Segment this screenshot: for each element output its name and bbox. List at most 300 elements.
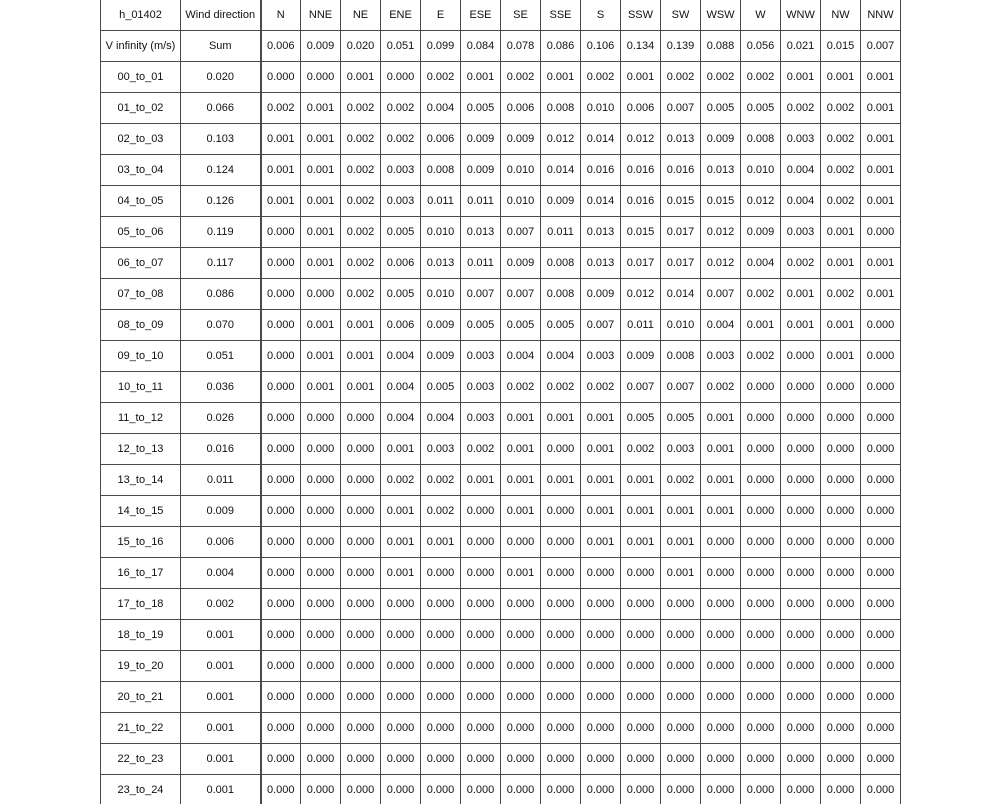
frequency-cell: 0.006: [421, 124, 461, 155]
direction-sum-cell: 0.056: [741, 31, 781, 62]
frequency-cell: 0.000: [261, 310, 301, 341]
frequency-cell: 0.002: [381, 124, 421, 155]
table-row: [101, 93, 901, 124]
frequency-cell: 0.015: [701, 186, 741, 217]
frequency-cell: 0.002: [341, 155, 381, 186]
direction-sum-cell: 0.009: [301, 31, 341, 62]
table-id-cell: h_01402: [101, 0, 181, 31]
row-sum-cell: 0.119: [181, 217, 261, 248]
frequency-cell: 0.000: [261, 341, 301, 372]
frequency-cell: 0.000: [861, 775, 901, 804]
frequency-cell: 0.000: [701, 527, 741, 558]
frequency-cell: 0.000: [301, 434, 341, 465]
frequency-cell: 0.000: [381, 589, 421, 620]
frequency-cell: 0.000: [541, 527, 581, 558]
frequency-cell: 0.000: [261, 558, 301, 589]
frequency-cell: 0.005: [421, 372, 461, 403]
frequency-cell: 0.002: [381, 93, 421, 124]
frequency-cell: 0.006: [501, 93, 541, 124]
frequency-cell: 0.000: [661, 589, 701, 620]
frequency-cell: 0.017: [661, 217, 701, 248]
speed-bin-label: 18_to_19: [101, 620, 181, 651]
frequency-cell: 0.001: [661, 496, 701, 527]
frequency-cell: 0.010: [501, 186, 541, 217]
frequency-cell: 0.008: [541, 279, 581, 310]
frequency-cell: 0.000: [701, 744, 741, 775]
frequency-cell: 0.008: [541, 93, 581, 124]
speed-bin-label: 08_to_09: [101, 310, 181, 341]
frequency-cell: 0.012: [741, 186, 781, 217]
frequency-cell: 0.001: [581, 527, 621, 558]
frequency-cell: 0.000: [741, 403, 781, 434]
frequency-cell: 0.001: [701, 465, 741, 496]
frequency-cell: 0.000: [661, 744, 701, 775]
wind-frequency-table: [100, 0, 901, 804]
frequency-cell: 0.000: [621, 620, 661, 651]
frequency-cell: 0.000: [781, 372, 821, 403]
frequency-cell: 0.000: [461, 589, 501, 620]
frequency-cell: 0.001: [501, 558, 541, 589]
frequency-cell: 0.001: [261, 124, 301, 155]
frequency-cell: 0.000: [621, 744, 661, 775]
frequency-cell: 0.009: [621, 341, 661, 372]
frequency-cell: 0.017: [661, 248, 701, 279]
frequency-cell: 0.014: [541, 155, 581, 186]
direction-sum-cell: 0.006: [261, 31, 301, 62]
frequency-cell: 0.013: [701, 155, 741, 186]
speed-bin-label: 06_to_07: [101, 248, 181, 279]
frequency-cell: 0.002: [621, 434, 661, 465]
frequency-cell: 0.000: [461, 713, 501, 744]
frequency-cell: 0.000: [741, 465, 781, 496]
frequency-cell: 0.000: [501, 527, 541, 558]
frequency-cell: 0.000: [581, 620, 621, 651]
frequency-cell: 0.000: [301, 403, 341, 434]
table-row: [101, 434, 901, 465]
frequency-cell: 0.000: [501, 744, 541, 775]
direction-header-w: W: [741, 0, 781, 31]
frequency-cell: 0.000: [741, 589, 781, 620]
frequency-cell: 0.008: [421, 155, 461, 186]
table-row: [101, 713, 901, 744]
frequency-cell: 0.000: [781, 341, 821, 372]
frequency-cell: 0.002: [821, 186, 861, 217]
frequency-cell: 0.007: [501, 217, 541, 248]
frequency-cell: 0.001: [501, 465, 541, 496]
frequency-cell: 0.000: [261, 248, 301, 279]
frequency-cell: 0.000: [741, 434, 781, 465]
speed-bin-label: 20_to_21: [101, 682, 181, 713]
frequency-cell: 0.000: [301, 589, 341, 620]
row-sum-cell: 0.051: [181, 341, 261, 372]
frequency-cell: 0.000: [621, 775, 661, 804]
frequency-cell: 0.003: [701, 341, 741, 372]
frequency-cell: 0.001: [341, 310, 381, 341]
frequency-cell: 0.000: [701, 651, 741, 682]
row-sum-cell: 0.001: [181, 651, 261, 682]
frequency-cell: 0.016: [621, 186, 661, 217]
frequency-cell: 0.000: [541, 682, 581, 713]
header-row: [101, 0, 901, 31]
frequency-cell: 0.000: [661, 651, 701, 682]
table-row: [101, 589, 901, 620]
speed-bin-label: 13_to_14: [101, 465, 181, 496]
frequency-cell: 0.011: [541, 217, 581, 248]
frequency-cell: 0.004: [381, 372, 421, 403]
row-sum-cell: 0.026: [181, 403, 261, 434]
frequency-cell: 0.001: [741, 310, 781, 341]
frequency-cell: 0.009: [741, 217, 781, 248]
frequency-cell: 0.000: [621, 589, 661, 620]
table-row: [101, 527, 901, 558]
frequency-cell: 0.001: [541, 465, 581, 496]
frequency-cell: 0.000: [741, 372, 781, 403]
frequency-cell: 0.005: [541, 310, 581, 341]
direction-sum-cell: 0.020: [341, 31, 381, 62]
frequency-cell: 0.002: [821, 124, 861, 155]
frequency-cell: 0.000: [581, 744, 621, 775]
frequency-cell: 0.003: [781, 124, 821, 155]
row-sum-cell: 0.117: [181, 248, 261, 279]
frequency-cell: 0.000: [861, 465, 901, 496]
frequency-cell: 0.002: [741, 62, 781, 93]
speed-bin-label: 10_to_11: [101, 372, 181, 403]
row-sum-cell: 0.020: [181, 62, 261, 93]
frequency-cell: 0.009: [581, 279, 621, 310]
frequency-cell: 0.005: [461, 310, 501, 341]
frequency-cell: 0.009: [501, 248, 541, 279]
frequency-cell: 0.000: [261, 217, 301, 248]
frequency-cell: 0.004: [741, 248, 781, 279]
frequency-cell: 0.001: [461, 465, 501, 496]
frequency-cell: 0.009: [421, 341, 461, 372]
frequency-cell: 0.005: [461, 93, 501, 124]
frequency-cell: 0.002: [741, 341, 781, 372]
frequency-cell: 0.011: [461, 186, 501, 217]
frequency-cell: 0.002: [501, 372, 541, 403]
table-row: [101, 651, 901, 682]
frequency-cell: 0.000: [261, 651, 301, 682]
frequency-cell: 0.001: [301, 124, 341, 155]
frequency-cell: 0.000: [261, 775, 301, 804]
frequency-cell: 0.001: [341, 62, 381, 93]
frequency-cell: 0.001: [781, 310, 821, 341]
speed-bin-label: 17_to_18: [101, 589, 181, 620]
frequency-cell: 0.004: [701, 310, 741, 341]
frequency-cell: 0.002: [741, 279, 781, 310]
frequency-cell: 0.005: [381, 279, 421, 310]
direction-sum-cell: 0.134: [621, 31, 661, 62]
frequency-cell: 0.000: [341, 682, 381, 713]
table-row: [101, 682, 901, 713]
row-sum-cell: 0.036: [181, 372, 261, 403]
row-sum-cell: 0.001: [181, 682, 261, 713]
frequency-cell: 0.011: [421, 186, 461, 217]
frequency-cell: 0.008: [541, 248, 581, 279]
frequency-cell: 0.000: [781, 744, 821, 775]
frequency-cell: 0.000: [341, 713, 381, 744]
direction-header-nw: NW: [821, 0, 861, 31]
frequency-cell: 0.001: [261, 155, 301, 186]
frequency-cell: 0.000: [421, 744, 461, 775]
frequency-cell: 0.000: [741, 620, 781, 651]
frequency-cell: 0.000: [741, 527, 781, 558]
table-row: [101, 310, 901, 341]
frequency-cell: 0.001: [701, 434, 741, 465]
frequency-cell: 0.000: [541, 434, 581, 465]
frequency-cell: 0.000: [821, 775, 861, 804]
table-row: [101, 496, 901, 527]
frequency-cell: 0.000: [541, 589, 581, 620]
frequency-cell: 0.002: [341, 93, 381, 124]
frequency-cell: 0.000: [781, 682, 821, 713]
frequency-cell: 0.013: [421, 248, 461, 279]
direction-header-sw: SW: [661, 0, 701, 31]
row-sum-cell: 0.016: [181, 434, 261, 465]
frequency-cell: 0.001: [821, 62, 861, 93]
direction-sum-cell: 0.078: [501, 31, 541, 62]
frequency-cell: 0.001: [861, 93, 901, 124]
frequency-cell: 0.000: [301, 62, 341, 93]
frequency-cell: 0.001: [381, 496, 421, 527]
frequency-cell: 0.000: [541, 651, 581, 682]
speed-bin-label: 05_to_06: [101, 217, 181, 248]
frequency-cell: 0.000: [261, 434, 301, 465]
frequency-cell: 0.000: [461, 496, 501, 527]
frequency-cell: 0.000: [581, 682, 621, 713]
frequency-cell: 0.004: [501, 341, 541, 372]
frequency-cell: 0.001: [301, 217, 341, 248]
frequency-cell: 0.000: [701, 589, 741, 620]
frequency-cell: 0.000: [341, 651, 381, 682]
frequency-cell: 0.007: [661, 93, 701, 124]
frequency-cell: 0.001: [381, 558, 421, 589]
frequency-cell: 0.000: [861, 620, 901, 651]
frequency-cell: 0.000: [581, 558, 621, 589]
frequency-cell: 0.001: [341, 341, 381, 372]
frequency-cell: 0.008: [661, 341, 701, 372]
speed-bin-label: 19_to_20: [101, 651, 181, 682]
frequency-cell: 0.000: [781, 620, 821, 651]
frequency-cell: 0.010: [741, 155, 781, 186]
frequency-cell: 0.002: [341, 217, 381, 248]
frequency-cell: 0.000: [781, 434, 821, 465]
frequency-cell: 0.000: [341, 527, 381, 558]
frequency-cell: 0.003: [381, 186, 421, 217]
frequency-cell: 0.001: [301, 310, 341, 341]
speed-bin-label: 21_to_22: [101, 713, 181, 744]
frequency-cell: 0.010: [421, 217, 461, 248]
frequency-cell: 0.000: [821, 434, 861, 465]
frequency-cell: 0.013: [581, 248, 621, 279]
table-row: [101, 217, 901, 248]
frequency-cell: 0.000: [661, 620, 701, 651]
frequency-cell: 0.000: [261, 279, 301, 310]
frequency-cell: 0.000: [261, 372, 301, 403]
frequency-cell: 0.000: [301, 744, 341, 775]
frequency-cell: 0.000: [541, 620, 581, 651]
frequency-cell: 0.009: [701, 124, 741, 155]
direction-header-ne: NE: [341, 0, 381, 31]
frequency-cell: 0.013: [661, 124, 701, 155]
frequency-cell: 0.001: [381, 527, 421, 558]
frequency-cell: 0.013: [461, 217, 501, 248]
frequency-cell: 0.005: [621, 403, 661, 434]
frequency-cell: 0.000: [861, 682, 901, 713]
row-sum-cell: 0.070: [181, 310, 261, 341]
frequency-cell: 0.000: [501, 589, 541, 620]
frequency-cell: 0.000: [701, 713, 741, 744]
frequency-cell: 0.002: [821, 279, 861, 310]
speed-bin-label: 00_to_01: [101, 62, 181, 93]
table-row: [101, 341, 901, 372]
frequency-cell: 0.005: [661, 403, 701, 434]
frequency-cell: 0.001: [501, 403, 541, 434]
frequency-cell: 0.000: [861, 434, 901, 465]
frequency-cell: 0.000: [301, 496, 341, 527]
frequency-cell: 0.000: [341, 403, 381, 434]
frequency-cell: 0.001: [701, 403, 741, 434]
frequency-cell: 0.004: [381, 341, 421, 372]
frequency-cell: 0.007: [701, 279, 741, 310]
frequency-cell: 0.000: [821, 558, 861, 589]
frequency-cell: 0.000: [861, 217, 901, 248]
row-sum-cell: 0.006: [181, 527, 261, 558]
frequency-cell: 0.001: [301, 186, 341, 217]
sum-row: [101, 31, 901, 62]
frequency-cell: 0.000: [621, 682, 661, 713]
frequency-cell: 0.000: [781, 589, 821, 620]
frequency-cell: 0.010: [421, 279, 461, 310]
frequency-cell: 0.000: [541, 744, 581, 775]
frequency-cell: 0.012: [701, 248, 741, 279]
direction-header-se: SE: [501, 0, 541, 31]
table-row: [101, 124, 901, 155]
frequency-cell: 0.001: [661, 527, 701, 558]
frequency-cell: 0.000: [341, 744, 381, 775]
frequency-cell: 0.006: [381, 248, 421, 279]
frequency-cell: 0.000: [701, 775, 741, 804]
frequency-cell: 0.000: [741, 713, 781, 744]
frequency-cell: 0.000: [861, 527, 901, 558]
row-sum-cell: 0.009: [181, 496, 261, 527]
frequency-cell: 0.001: [861, 279, 901, 310]
frequency-cell: 0.000: [541, 713, 581, 744]
frequency-cell: 0.001: [581, 403, 621, 434]
frequency-cell: 0.000: [381, 62, 421, 93]
direction-sum-cell: 0.139: [661, 31, 701, 62]
frequency-cell: 0.000: [621, 558, 661, 589]
speed-bin-label: 02_to_03: [101, 124, 181, 155]
frequency-cell: 0.004: [781, 186, 821, 217]
row-sum-cell: 0.011: [181, 465, 261, 496]
frequency-cell: 0.017: [621, 248, 661, 279]
direction-header-e: E: [421, 0, 461, 31]
table-row: [101, 62, 901, 93]
frequency-cell: 0.000: [741, 558, 781, 589]
frequency-cell: 0.000: [461, 744, 501, 775]
frequency-cell: 0.001: [861, 124, 901, 155]
frequency-cell: 0.000: [781, 496, 821, 527]
frequency-cell: 0.000: [261, 496, 301, 527]
frequency-cell: 0.000: [301, 682, 341, 713]
speed-bin-label: 12_to_13: [101, 434, 181, 465]
frequency-cell: 0.012: [541, 124, 581, 155]
row-sum-cell: 0.124: [181, 155, 261, 186]
frequency-cell: 0.016: [621, 155, 661, 186]
frequency-cell: 0.015: [661, 186, 701, 217]
frequency-cell: 0.007: [581, 310, 621, 341]
frequency-cell: 0.001: [781, 62, 821, 93]
frequency-cell: 0.000: [781, 713, 821, 744]
frequency-cell: 0.000: [381, 744, 421, 775]
table-row: [101, 155, 901, 186]
frequency-cell: 0.001: [621, 527, 661, 558]
frequency-cell: 0.000: [581, 775, 621, 804]
frequency-cell: 0.000: [381, 620, 421, 651]
frequency-cell: 0.000: [261, 744, 301, 775]
frequency-cell: 0.003: [581, 341, 621, 372]
frequency-cell: 0.002: [461, 434, 501, 465]
frequency-cell: 0.015: [621, 217, 661, 248]
frequency-cell: 0.013: [581, 217, 621, 248]
frequency-cell: 0.003: [461, 341, 501, 372]
frequency-cell: 0.005: [501, 310, 541, 341]
frequency-cell: 0.000: [381, 682, 421, 713]
frequency-cell: 0.001: [861, 62, 901, 93]
row-sum-cell: 0.126: [181, 186, 261, 217]
frequency-cell: 0.000: [861, 496, 901, 527]
direction-header-sse: SSE: [541, 0, 581, 31]
speed-bin-label: 04_to_05: [101, 186, 181, 217]
direction-header-wsw: WSW: [701, 0, 741, 31]
frequency-cell: 0.001: [301, 248, 341, 279]
frequency-cell: 0.000: [261, 465, 301, 496]
frequency-cell: 0.005: [381, 217, 421, 248]
frequency-cell: 0.001: [621, 496, 661, 527]
frequency-cell: 0.001: [861, 186, 901, 217]
frequency-cell: 0.002: [661, 465, 701, 496]
frequency-cell: 0.004: [781, 155, 821, 186]
frequency-cell: 0.001: [661, 558, 701, 589]
frequency-cell: 0.000: [501, 713, 541, 744]
frequency-cell: 0.004: [421, 93, 461, 124]
frequency-cell: 0.009: [421, 310, 461, 341]
frequency-cell: 0.000: [461, 620, 501, 651]
direction-sum-cell: 0.086: [541, 31, 581, 62]
frequency-cell: 0.000: [781, 527, 821, 558]
frequency-cell: 0.000: [861, 589, 901, 620]
frequency-cell: 0.000: [821, 372, 861, 403]
frequency-cell: 0.001: [781, 279, 821, 310]
frequency-cell: 0.000: [461, 651, 501, 682]
frequency-cell: 0.000: [421, 775, 461, 804]
frequency-cell: 0.012: [701, 217, 741, 248]
table-row: [101, 403, 901, 434]
frequency-cell: 0.001: [541, 62, 581, 93]
frequency-cell: 0.000: [861, 403, 901, 434]
table-row: [101, 744, 901, 775]
frequency-cell: 0.000: [861, 558, 901, 589]
speed-bin-label: 03_to_04: [101, 155, 181, 186]
frequency-cell: 0.005: [741, 93, 781, 124]
frequency-cell: 0.000: [541, 496, 581, 527]
frequency-cell: 0.005: [701, 93, 741, 124]
frequency-cell: 0.001: [821, 341, 861, 372]
frequency-cell: 0.000: [261, 62, 301, 93]
row-sum-cell: 0.066: [181, 93, 261, 124]
frequency-cell: 0.002: [581, 372, 621, 403]
